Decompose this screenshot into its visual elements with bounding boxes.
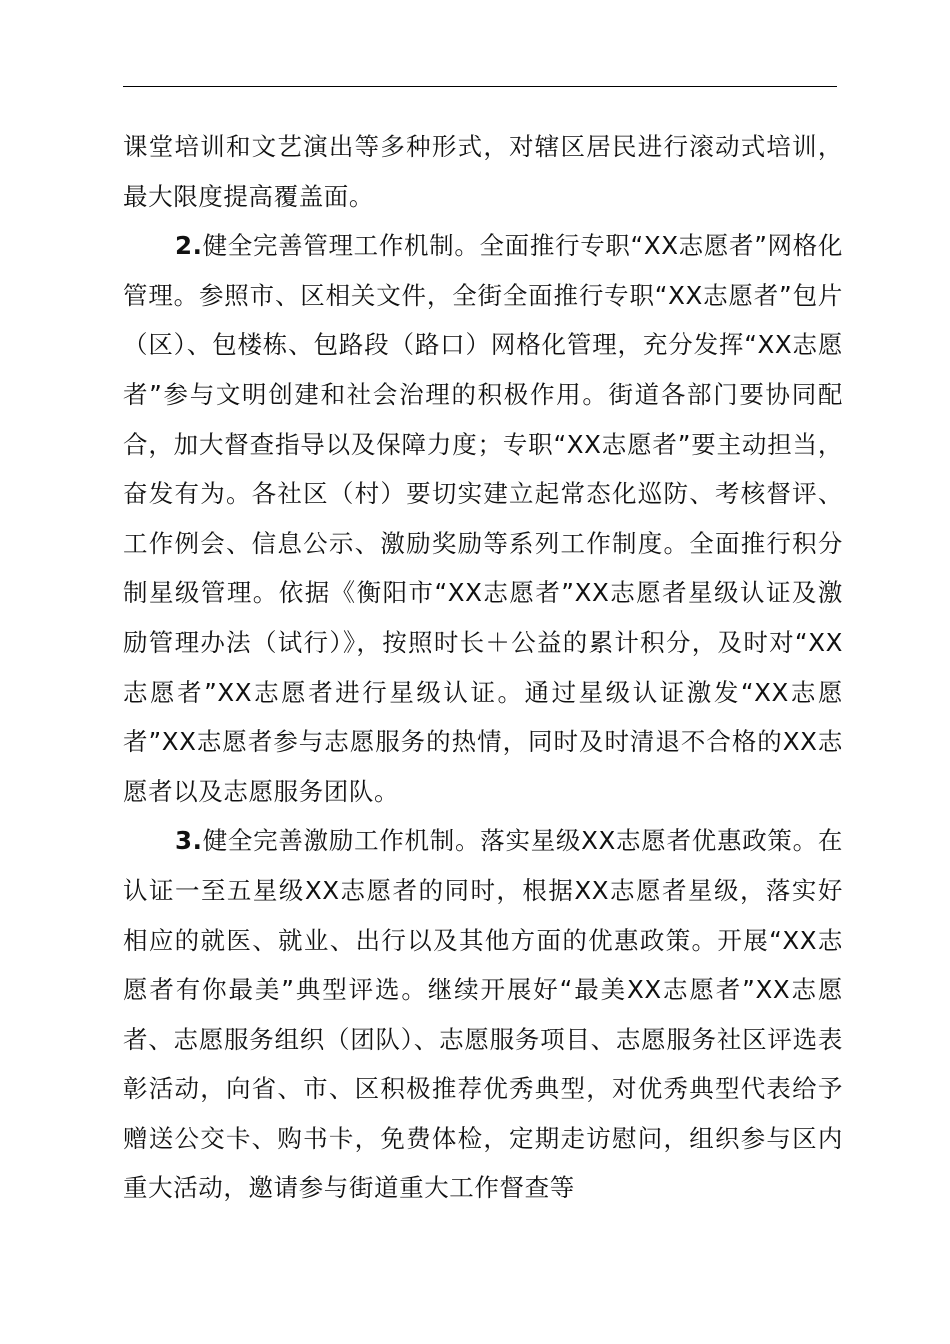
header-rule bbox=[123, 86, 837, 87]
paragraph-management-mechanism bbox=[123, 221, 843, 816]
paragraph-number: 3. bbox=[175, 826, 203, 856]
paragraph-incentive-mechanism bbox=[123, 816, 843, 1213]
document-body bbox=[123, 122, 843, 1213]
paragraph-text: 健全完善激励工作机制。落实星级XX志愿者优惠政策。在认证一至五星级XX志愿者的同时，根据XX志愿者星级，落实好相应的就医、就业、出行以及其他方面的优惠政策。开展“XX志愿者有你最美”典型评选。继续开展好“最美XX志愿者”XX志愿者、志愿服务组织（团队）、志愿服务项目、志愿服务社区评选表彰活动，向省、市、区积极推荐优秀典型，对优秀典型代表给予赠送公交卡、购书卡，免费体检，定期走访慰问，组织参与区内重大活动，邀请参与街道重大工作督查等 bbox=[123, 826, 843, 1203]
paragraph-text: 课堂培训和文艺演出等多种形式，对辖区居民进行滚动式培训，最大限度提高覆盖面。 bbox=[123, 132, 843, 211]
paragraph-continuation bbox=[123, 122, 843, 221]
paragraph-text: 健全完善管理工作机制。全面推行专职“XX志愿者”网格化管理。参照市、区相关文件，全街全面推行专职“XX志愿者”包片（区）、包楼栋、包路段（路口）网格化管理，充分发挥“XX志愿者”参与文明创建和社会治理的积极作用。街道各部门要协同配合，加大督查指导以及保障力度；专职“XX志愿者”要主动担当，奋发有为。各社区（村）要切实建立起常态化巡防、考核督评、工作例会、信息公示、激励奖励等系列工作制度。全面推行积分制星级管理。依据《衡阳市“XX志愿者”XX志愿者星级认证及激励管理办法（试行）》，按照时长＋公益的累计积分，及时对“XX志愿者”XX志愿者进行星级认证。通过星级认证激发“XX志愿者”XX志愿者参与志愿服务的热情，同时及时清退不合格的XX志愿者以及志愿服务团队。 bbox=[123, 231, 843, 806]
paragraph-number: 2. bbox=[175, 231, 203, 261]
